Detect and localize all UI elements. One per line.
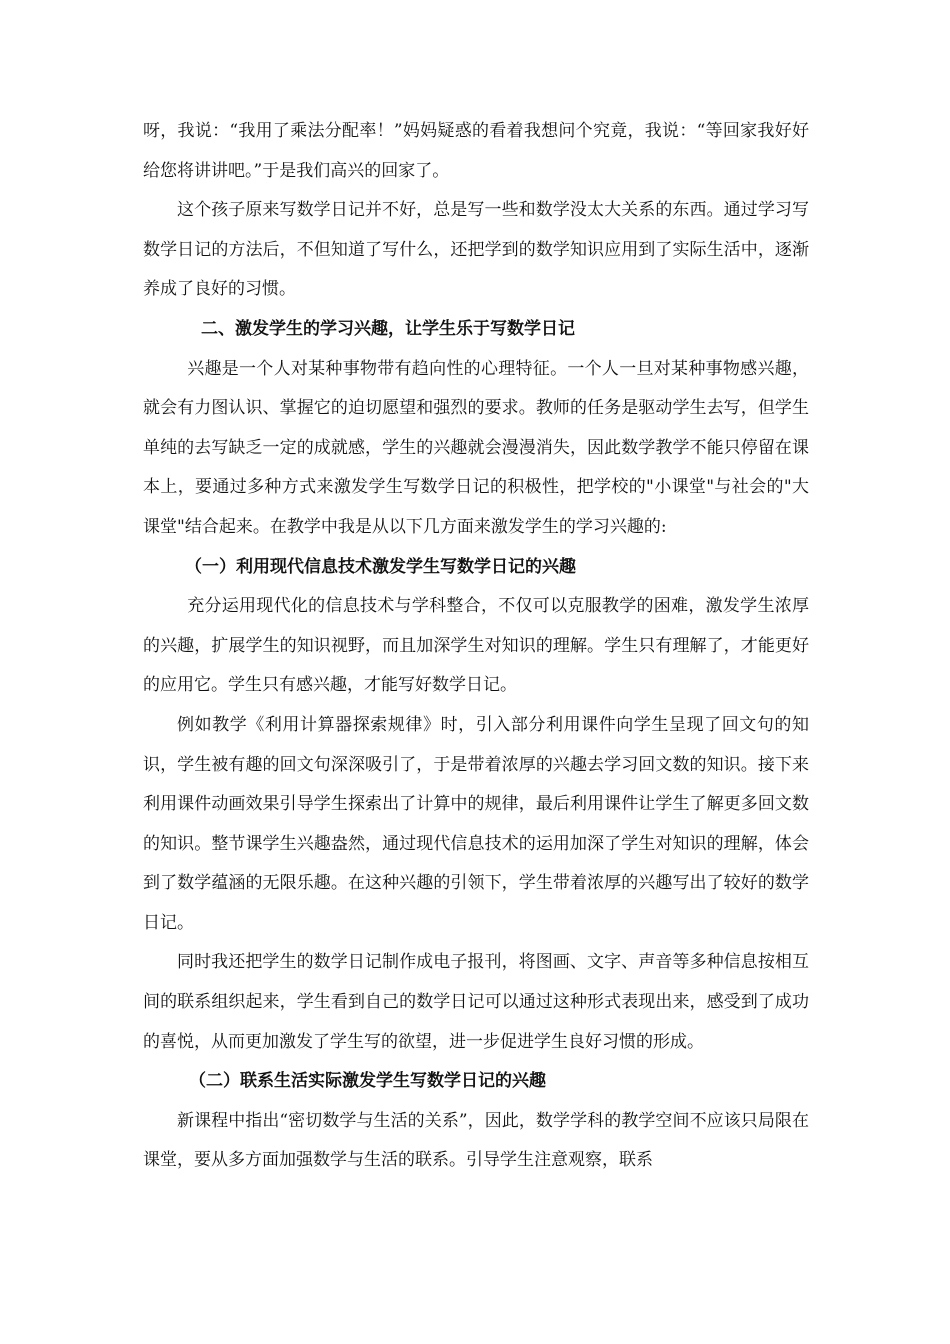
paragraph-interest-definition: 兴趣是一个人对某种事物带有趋向性的心理特征。一个人一旦对某种事物感兴趣，就会有力图认识、掌握它的迫切愿望和强烈的要求。教师的任务是驱动学生去写，但学生单纯的去写缺乏一定的成就感，学生的兴趣就会漫漫消失，因此数学教学不能只停留在课本上，要通过多种方式来激发学生写数学日记的积极性，把学校的"小课堂"与社会的"大课堂"结合起来。在教学中我是从以下几方面来激发学生的学习兴趣的: bbox=[143, 358, 809, 537]
paragraph-child-progress: 这个孩子原来写数学日记并不好，总是写一些和数学没太大关系的东西。通过学习写数学日记的方法后，不但知道了写什么，还把学到的数学知识应用到了实际生活中，逐渐养成了良好的习惯。 bbox=[143, 200, 809, 300]
subsection-heading-2: （二）联系生活实际激发学生写数学日记的兴趣 bbox=[189, 1071, 546, 1092]
section-heading-2: 二、激发学生的学习兴趣，让学生乐于写数学日记 bbox=[201, 318, 575, 339]
paragraph-e-newspaper: 同时我还把学生的数学日记制作成电子报刊，将图画、文字、声音等多种信息按相互间的联系组织起来，学生看到自己的数学日记可以通过这种形式表现出来，感受到了成功的喜悦，从而更加激发了学生写的欲望，进一步促进学生良好习惯的形成。 bbox=[143, 952, 809, 1052]
paragraph-calculator-example: 例如教学《利用计算器探索规律》时，引入部分利用课件向学生呈现了回文句的知识，学生被有趣的回文句深深吸引了，于是带着浓厚的兴趣去学习回文数的知识。接下来利用课件动画效果引导学生探索出了计算中的规律，最后利用课件让学生了解更多回文数的知识。整节课学生兴趣盎然，通过现代信息技术的运用加深了学生对知识的理解，体会到了数学蕴涵的无限乐趣。在这种兴趣的引领下，学生带着浓厚的兴趣写出了较好的数学日记。 bbox=[143, 714, 809, 933]
paragraph-dialogue-end: 呀，我说：“我用了乘法分配率！”妈妈疑惑的看着我想问个究竟，我说：“等回家我好好给您将讲讲吧。”于是我们高兴的回家了。 bbox=[143, 121, 809, 181]
subsection-heading-1: （一）利用现代信息技术激发学生写数学日记的兴趣 bbox=[185, 556, 576, 577]
document-body bbox=[143, 112, 809, 1181]
paragraph-life-connection: 新课程中指出“密切数学与生活的关系”，因此，数学学科的教学空间不应该只局限在课堂，要从多方面加强数学与生活的联系。引导学生注意观察，联系 bbox=[143, 1110, 809, 1171]
paragraph-it-integration: 充分运用现代化的信息技术与学科整合，不仅可以克服教学的困难，激发学生浓厚的兴趣，扩展学生的知识视野，而且加深学生对知识的理解。学生只有理解了，才能更好的应用它。学生只有感兴趣，才能写好数学日记。 bbox=[143, 596, 809, 696]
